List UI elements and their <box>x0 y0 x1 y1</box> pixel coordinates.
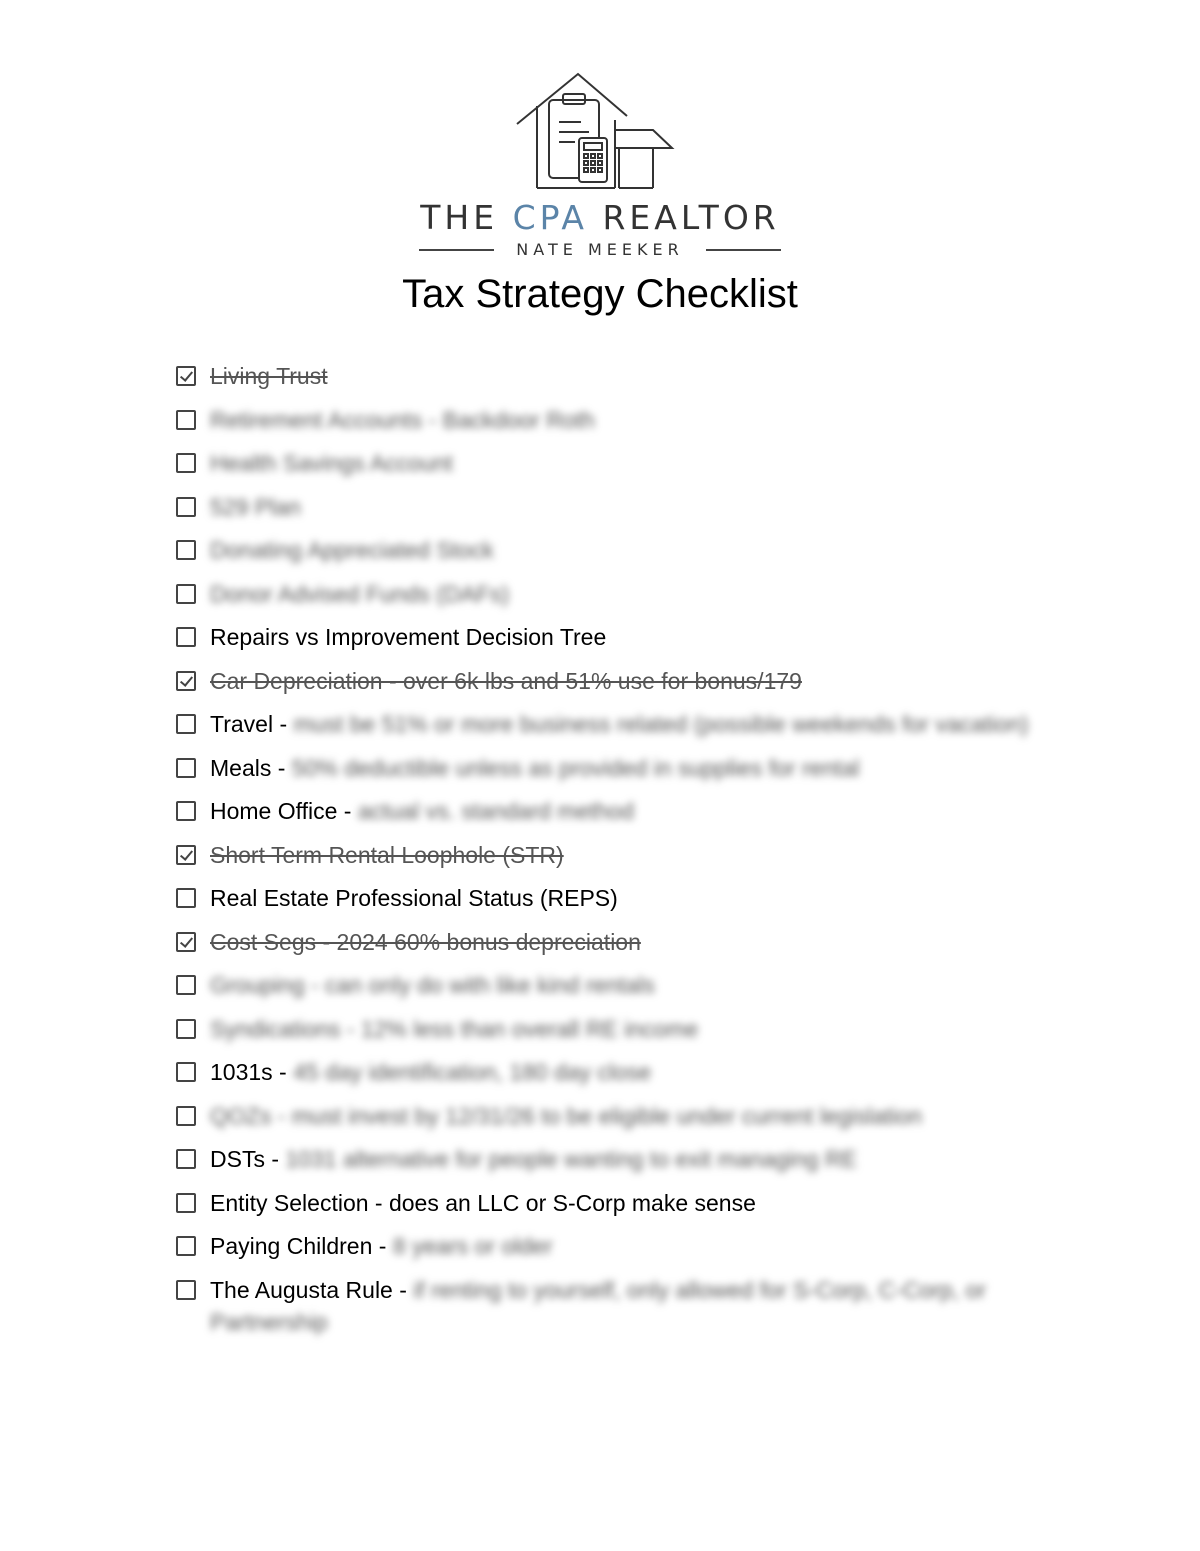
checkbox-checked[interactable] <box>176 932 196 952</box>
tax-strategy-checklist <box>176 360 1076 1354</box>
checkbox[interactable] <box>176 888 196 908</box>
checklist-item-detail-blurred: 1031 alternative for people wanting to exit managing RE <box>285 1146 857 1172</box>
checklist-item <box>176 404 1076 448</box>
checklist-item-detail-blurred: 8 years or older <box>392 1233 553 1259</box>
checklist-item-text <box>210 926 1076 958</box>
checklist-item-label: Entity Selection - does an LLC or S-Corp make sense <box>210 1189 756 1216</box>
checklist-item-detail-blurred: Donor Advised Funds (DAFs) <box>210 580 510 607</box>
brand-realtor: REALTOR <box>587 198 780 237</box>
checklist-item-text <box>210 752 1076 784</box>
checkbox-checked[interactable] <box>176 366 196 386</box>
checklist-item-text <box>210 708 1076 740</box>
checkbox[interactable] <box>176 1193 196 1213</box>
checkbox[interactable] <box>176 758 196 778</box>
checklist-item-text <box>210 1013 1076 1045</box>
checklist-item <box>176 795 1076 839</box>
checklist-item-detail-blurred: actual vs. standard method <box>357 798 635 824</box>
checklist-item-text <box>210 795 1076 827</box>
checklist-item <box>176 1274 1076 1354</box>
checklist-item-detail-blurred: Retirement Accounts - Backdoor Roth <box>210 406 595 433</box>
checklist-item <box>176 1187 1076 1231</box>
checklist-item-text <box>210 1056 1076 1088</box>
checklist-item-text <box>210 969 1076 1001</box>
checklist-item <box>176 839 1076 883</box>
checklist-item-text <box>210 534 1076 566</box>
checklist-item <box>176 926 1076 970</box>
checklist-item-text <box>210 1274 1076 1338</box>
checklist-item-text <box>210 1143 1076 1175</box>
checklist-item-detail-blurred: must be 51% or more business related (possible weekends for vacation) <box>293 711 1029 737</box>
checkbox[interactable] <box>176 497 196 517</box>
checkbox[interactable] <box>176 1062 196 1082</box>
checkbox[interactable] <box>176 540 196 560</box>
checklist-item-detail-blurred: Health Savings Account <box>210 450 453 476</box>
checklist-item-label: The Augusta Rule - <box>210 1276 414 1303</box>
brand-subtitle-row <box>0 240 1200 259</box>
checklist-item <box>176 1230 1076 1274</box>
checklist-item-detail-blurred: QOZs - must invest by 12/31/26 to be eligible under current legislation <box>210 1102 923 1129</box>
checklist-item-label: Home Office - <box>210 798 358 824</box>
brand-cpa: CPA <box>512 198 588 237</box>
checklist-item <box>176 752 1076 796</box>
checklist-item-text <box>210 447 1076 479</box>
checkbox[interactable] <box>176 627 196 647</box>
checklist-item-label: DSTs - <box>210 1146 286 1172</box>
checklist-item-text <box>210 839 1076 871</box>
checklist-item-label: Car Depreciation - over 6k lbs and 51% use for bonus/179 <box>210 667 802 694</box>
checklist-item-text <box>210 882 1076 914</box>
checklist-item <box>176 491 1076 535</box>
checkbox[interactable] <box>176 1106 196 1126</box>
checklist-item-detail-blurred: if renting to yourself, only allowed for S-Corp, C-Corp, or Partnership <box>210 1276 986 1335</box>
checklist-item-text <box>210 1230 1076 1262</box>
checklist-item-detail-blurred: 50% deductible unless as provided in supplies for rental <box>291 754 860 781</box>
checklist-item <box>176 1143 1076 1187</box>
checkbox[interactable] <box>176 801 196 821</box>
checklist-item <box>176 1100 1076 1144</box>
checklist-item-text <box>210 1100 1076 1132</box>
checklist-item-detail-blurred: Grouping - can only do with like kind rentals <box>210 972 655 998</box>
checklist-item <box>176 708 1076 752</box>
checklist-item <box>176 969 1076 1013</box>
checklist-item <box>176 882 1076 926</box>
checklist-item <box>176 621 1076 665</box>
checkbox[interactable] <box>176 1019 196 1039</box>
checkbox-checked[interactable] <box>176 845 196 865</box>
checkbox[interactable] <box>176 453 196 473</box>
checklist-item <box>176 665 1076 709</box>
logo <box>0 72 1200 194</box>
checklist-item-detail-blurred: 529 Plan <box>210 493 301 520</box>
checklist-item-label: Living Trust <box>210 363 328 389</box>
checklist-item <box>176 360 1076 404</box>
divider-right <box>706 249 781 251</box>
checkbox[interactable] <box>176 410 196 430</box>
checklist-item-label: Real Estate Professional Status (REPS) <box>210 885 618 911</box>
checklist-item-detail-blurred: Donating Appreciated Stock <box>210 537 494 563</box>
checklist-item-text <box>210 621 1076 653</box>
checklist-item-label: Cost Segs - 2024 60% bonus depreciation <box>210 928 641 955</box>
checklist-item-text <box>210 491 1076 523</box>
checklist-item-label: Paying Children - <box>210 1233 393 1259</box>
checklist-item-label: Meals - <box>210 754 292 781</box>
checklist-item-detail-blurred: 45 day identification, 180 day close <box>293 1059 652 1085</box>
house-clipboard-calculator-icon <box>515 72 685 194</box>
brand-name <box>0 198 1200 237</box>
checklist-item <box>176 534 1076 578</box>
divider-left <box>419 249 494 251</box>
checklist-item-label: Travel - <box>210 711 294 737</box>
checklist-item <box>176 578 1076 622</box>
checklist-item-label: 1031s - <box>210 1059 294 1085</box>
brand-subtitle: NATE MEEKER <box>516 240 684 259</box>
checkbox[interactable] <box>176 714 196 734</box>
checklist-item-label: Short Term Rental Loophole (STR) <box>210 841 564 868</box>
checkbox-checked[interactable] <box>176 671 196 691</box>
checkbox[interactable] <box>176 975 196 995</box>
checklist-item-text <box>210 665 1076 697</box>
checklist-item <box>176 1056 1076 1100</box>
checklist-item-label: Repairs vs Improvement Decision Tree <box>210 624 607 650</box>
checkbox[interactable] <box>176 1236 196 1256</box>
checklist-item-text <box>210 1187 1076 1219</box>
checklist-item-text <box>210 360 1076 392</box>
checkbox[interactable] <box>176 1280 196 1300</box>
checkbox[interactable] <box>176 584 196 604</box>
page-title: Tax Strategy Checklist <box>402 272 798 316</box>
checklist-item-detail-blurred: Syndications - 12% less than overall RE income <box>210 1015 699 1042</box>
checkbox[interactable] <box>176 1149 196 1169</box>
brand-the: THE <box>420 198 513 237</box>
checklist-item <box>176 1013 1076 1057</box>
checklist-item-text <box>210 578 1076 610</box>
checklist-item-text <box>210 404 1076 436</box>
checklist-item <box>176 447 1076 491</box>
